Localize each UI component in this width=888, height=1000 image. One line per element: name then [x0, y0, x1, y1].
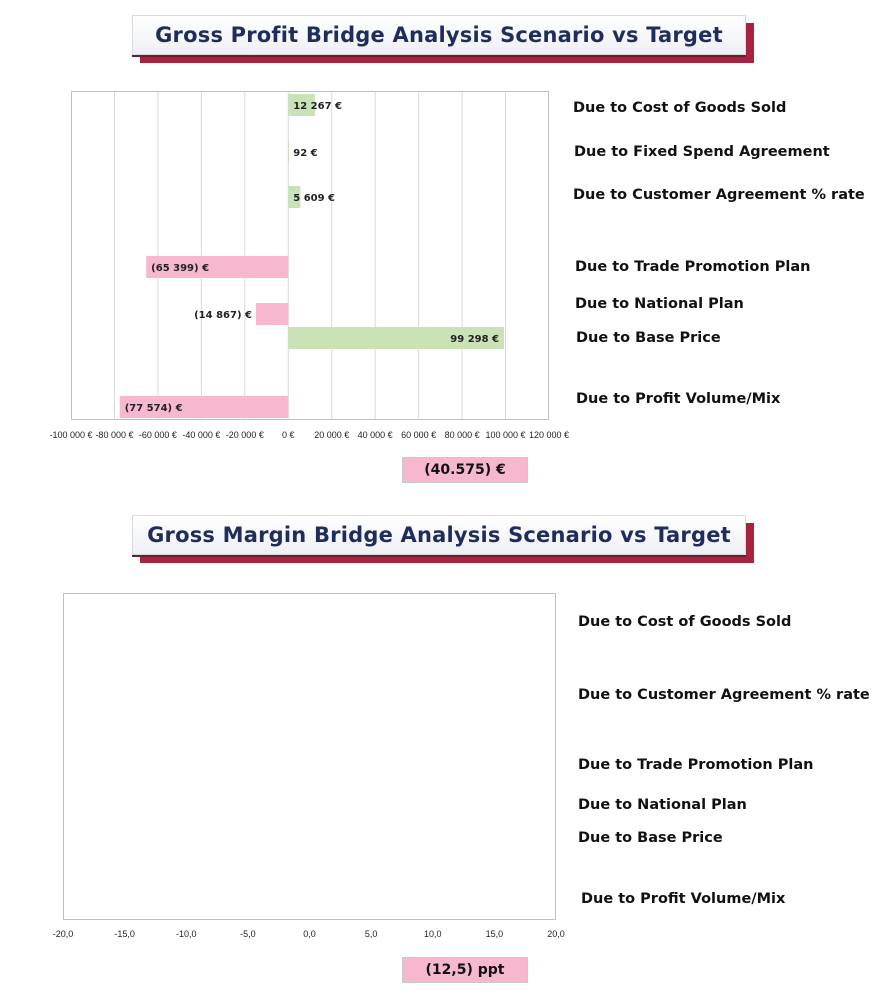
chart1-x-tick-label: -60 000 €	[138, 430, 177, 440]
chart1-category-label: Due to Profit Volume/Mix	[576, 391, 781, 407]
chart2-x-tick-label: 10,0	[423, 929, 442, 939]
chart2-category-label: Due to Base Price	[578, 830, 723, 846]
chart2-plot-area	[63, 593, 556, 920]
chart1-x-tick-label: -100 000 €	[49, 430, 93, 440]
chart1-x-tick-label: 60 000 €	[401, 430, 437, 440]
chart2-x-tick-label: 5,0	[364, 929, 378, 939]
chart1-data-label: (14 867) €	[194, 310, 252, 321]
chart1-category-label: Due to Base Price	[576, 330, 721, 346]
chart1-data-label: 99 298 €	[450, 334, 500, 345]
chart1-category-label: Due to Customer Agreement % rate	[573, 187, 865, 203]
chart1-data-label: 12 267 €	[293, 101, 342, 112]
chart2-x-tick-label: 20,0	[547, 929, 565, 939]
chart1-x-tick-label: -40 000 €	[182, 430, 221, 440]
chart1-x-tick-label: -80 000 €	[95, 430, 134, 440]
chart2-category-label: Due to National Plan	[578, 797, 747, 813]
chart2-x-tick-label: 0,0	[303, 929, 316, 939]
chart2-title-banner	[132, 515, 750, 555]
chart2-category-label: Due to Profit Volume/Mix	[581, 891, 786, 907]
chart1-x-tick-label: 120 000 €	[528, 430, 570, 440]
chart1-x-tick-label: 100 000 €	[485, 430, 526, 440]
chart2-x-tick-label: 15,0	[485, 929, 504, 939]
chart1-category-label: Due to Trade Promotion Plan	[575, 259, 811, 275]
chart1-data-label: 5 609 €	[293, 193, 336, 204]
chart1-bar	[288, 141, 289, 163]
chart2-total-box: (12,5) ppt	[402, 957, 528, 983]
chart1-data-label: (77 574) €	[124, 403, 183, 414]
chart1-x-tick-label: 80 000 €	[444, 430, 480, 440]
chart1-x-tick-label: 0 €	[282, 430, 295, 440]
chart2-x-tick-label: -5,0	[240, 929, 256, 939]
chart1-x-tick-label: -20 000 €	[225, 430, 264, 440]
chart2-category-label: Due to Cost of Goods Sold	[578, 614, 792, 630]
chart1-bar	[256, 303, 288, 325]
chart2-x-tick-label: -20,0	[52, 929, 74, 939]
chart1-title: Gross Profit Bridge Analysis Scenario vs Target	[155, 23, 723, 47]
chart1-category-label: Due to Cost of Goods Sold	[573, 100, 787, 116]
chart1-total-box: (40.575) €	[402, 457, 528, 483]
chart1-data-label: 92 €	[293, 148, 318, 159]
chart2-x-tick-label: -10,0	[175, 929, 197, 939]
chart1-x-tick-label: 20 000 €	[314, 430, 350, 440]
chart2-category-label: Due to Customer Agreement % rate	[578, 687, 870, 703]
chart1-data-label: (65 399) €	[151, 263, 210, 274]
chart2-category-label: Due to Trade Promotion Plan	[578, 757, 814, 773]
chart1-category-label: Due to Fixed Spend Agreement	[574, 144, 830, 160]
chart1-category-label: Due to National Plan	[575, 296, 744, 312]
chart1-x-tick-label: 40 000 €	[357, 430, 393, 440]
chart2-title: Gross Margin Bridge Analysis Scenario vs Target	[147, 523, 731, 547]
chart2-x-tick-label: -15,0	[114, 929, 135, 939]
